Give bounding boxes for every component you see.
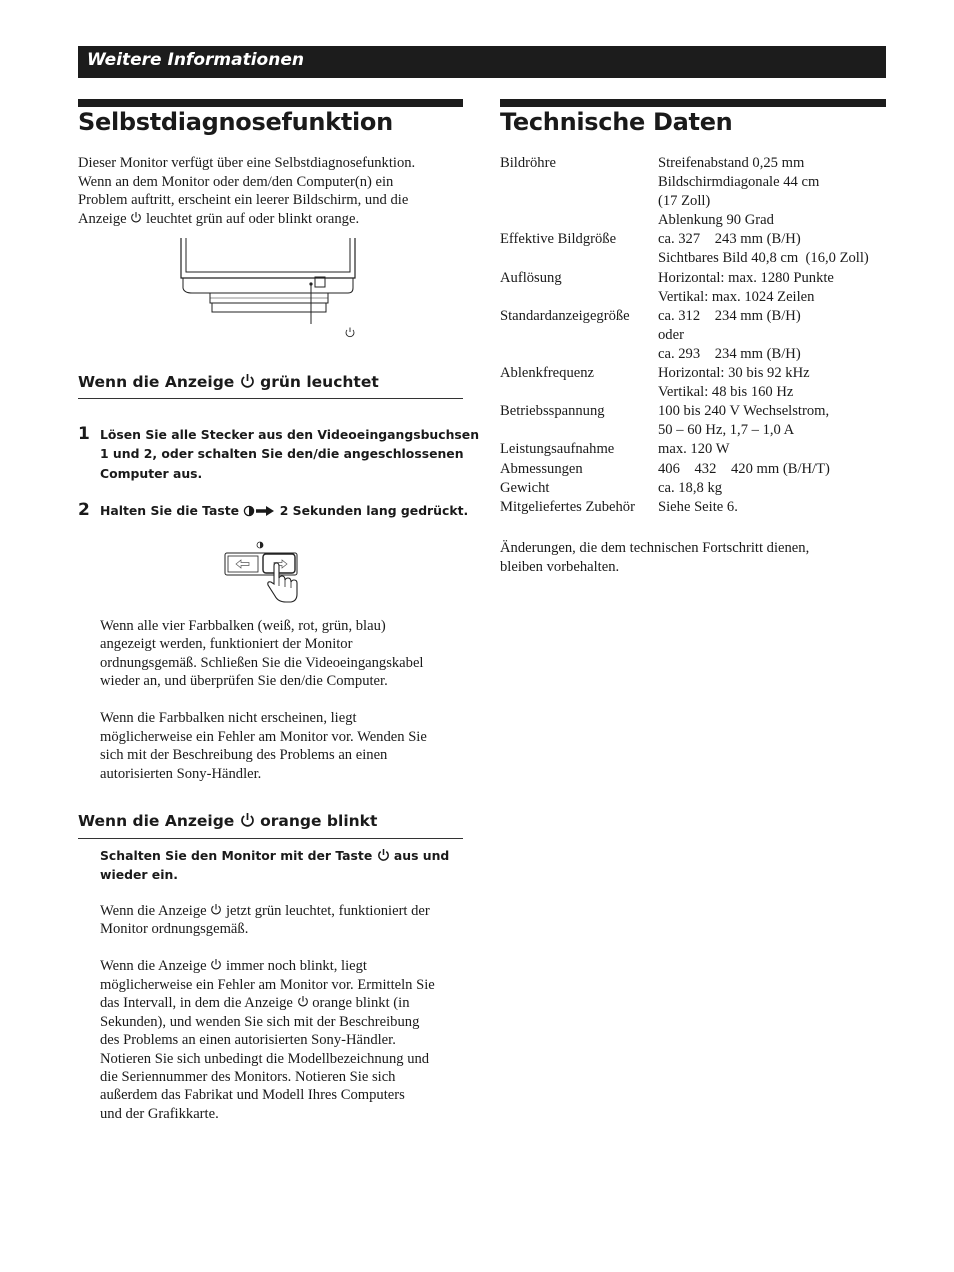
subheading-rule-2	[78, 838, 463, 839]
step-1-line-2: 1 und 2, oder schalten Sie den/die angeschlossenen	[100, 446, 464, 461]
spec-row	[500, 440, 869, 459]
result-para-1-line-2: angezeigt werden, funktioniert der Monitor	[100, 636, 353, 652]
spec-key	[500, 345, 658, 364]
spec-key: Bildröhre	[500, 155, 556, 171]
spec-value: (17 Zoll)	[658, 193, 711, 210]
instruction-pre: Schalten Sie den Monitor mit der Taste	[100, 848, 373, 863]
power-icon	[377, 848, 390, 862]
orange-para-2-line-2: möglicherweise ein Fehler am Monitor vor. Ermitteln Sie	[100, 977, 435, 993]
orange-para-1-line-2: Monitor ordnungsgemäß.	[100, 921, 249, 937]
spec-row	[500, 364, 869, 383]
spec-key: Betriebsspannung	[500, 403, 605, 420]
spec-row	[500, 307, 869, 326]
spec-value: Horizontal: 30 bis 92 kHz	[658, 365, 810, 382]
spec-value: 406 432 420 mm (B/H/T)	[658, 460, 830, 477]
power-icon	[210, 903, 222, 916]
intro-line-4	[78, 210, 359, 229]
spec-key	[500, 288, 658, 307]
spec-value: ca. 327 243 mm (B/H)	[658, 231, 801, 248]
spec-value: 50 – 60 Hz, 1,7 – 1,0 A	[658, 422, 795, 439]
power-icon	[210, 958, 222, 971]
spec-key	[500, 421, 658, 440]
spec-key: Mitgeliefertes Zubehör	[500, 498, 635, 515]
page-title-technische-daten: Technische Daten	[500, 108, 733, 136]
spec-key	[500, 211, 658, 230]
spec-key: Abmessungen	[500, 460, 583, 477]
spec-value: max. 120 W	[658, 441, 730, 458]
spec-row	[500, 288, 869, 307]
spec-key	[500, 173, 658, 192]
section-header-bar	[78, 46, 886, 78]
instruction-post: aus und	[393, 848, 450, 863]
orange-para-2-line-5: des Problems an einen autorisierten Sony-Händler.	[100, 1032, 396, 1048]
result-para-2-line-1: Wenn die Farbbalken nicht erscheinen, liegt	[100, 710, 357, 726]
spec-row	[500, 326, 869, 345]
spec-value: ca. 312 234 mm (B/H)	[658, 307, 801, 324]
spec-key: Auflösung	[500, 269, 562, 286]
title-rule-right	[500, 99, 886, 107]
power-icon	[130, 211, 142, 224]
left-arrow-icon	[236, 560, 249, 568]
orange-para-2-line-3-post: orange blinkt (in	[312, 995, 410, 1011]
spec-row	[500, 249, 869, 268]
intro-line-4-pre: Anzeige	[78, 211, 127, 227]
spec-row	[500, 173, 869, 192]
step-2-pre: Halten Sie die Taste	[100, 503, 240, 518]
spec-value: ca. 18,8 kg	[658, 479, 723, 496]
spec-row	[500, 211, 869, 230]
spec-row	[500, 479, 869, 498]
orange-para-2-line-1	[100, 957, 367, 976]
spec-value: Siehe Seite 6.	[658, 498, 738, 515]
orange-para-1-pre: Wenn die Anzeige	[100, 903, 207, 919]
section-header-title: Weitere Informationen	[87, 50, 304, 70]
spec-key: Standardanzeigegröße	[500, 307, 630, 324]
spec-row	[500, 269, 869, 288]
spec-key	[500, 383, 658, 402]
spec-key: Effektive Bildgröße	[500, 231, 617, 248]
instruction-line-2: wieder ein.	[100, 867, 178, 882]
subheading-1-post: grün leuchtet	[260, 373, 379, 391]
spec-value: oder	[658, 326, 684, 343]
orange-para-1-post: jetzt grün leuchtet, funktioniert der	[225, 903, 430, 919]
subheading-2-pre: Wenn die Anzeige	[78, 812, 235, 830]
result-para-1-line-1: Wenn alle vier Farbbalken (weiß, rot, grün, blau)	[100, 618, 386, 634]
step-2-line-1	[100, 501, 468, 521]
page-title-selbstdiagnose: Selbstdiagnosefunktion	[78, 108, 393, 136]
orange-para-2-line-6: Notieren Sie sich unbedingt die Modellbezeichnung und	[100, 1051, 430, 1067]
note-line-2: bleiben vorbehalten.	[500, 559, 620, 575]
orange-para-2-line-3-pre: das Intervall, in dem die Anzeige	[100, 995, 293, 1011]
spec-value: Horizontal: max. 1280 Punkte	[658, 269, 834, 286]
contrast-icon	[243, 505, 255, 517]
intro-line-2: Wenn an dem Monitor oder dem/den Computer(n) ein	[78, 174, 394, 190]
spec-table	[500, 154, 869, 517]
title-rule-left	[78, 99, 463, 107]
orange-para-2-line-9: und der Grafikkarte.	[100, 1106, 219, 1122]
spec-key: Leistungsaufnahme	[500, 441, 615, 458]
spec-key: Ablenkfrequenz	[500, 365, 595, 382]
spec-row	[500, 498, 869, 517]
step-1-line-1: Lösen Sie alle Stecker aus den Videoeingangsbuchsen	[100, 427, 480, 442]
spec-key	[500, 192, 658, 211]
result-para-2-line-2: möglicherweise ein Fehler am Monitor vor. Wenden Sie	[100, 729, 427, 745]
spec-row	[500, 383, 869, 402]
spec-row	[500, 154, 869, 173]
subheading-1-pre: Wenn die Anzeige	[78, 373, 235, 391]
spec-row	[500, 421, 869, 440]
orange-para-2-line-7: die Seriennummer des Monitors. Notieren Sie sich	[100, 1069, 396, 1085]
intro-line-1: Dieser Monitor verfügt über eine Selbstdiagnosefunktion.	[78, 155, 416, 171]
right-arrow-icon	[255, 505, 275, 517]
monitor-front-illustration	[170, 238, 370, 348]
subheading-gruen-leuchtet	[78, 373, 379, 391]
spec-value: Vertikal: 48 bis 160 Hz	[658, 384, 794, 401]
spec-value: Vertikal: max. 1024 Zeilen	[658, 288, 815, 305]
step-number-2: 2	[78, 500, 90, 520]
orange-para-2-line-1-pre: Wenn die Anzeige	[100, 958, 207, 974]
spec-row	[500, 460, 869, 479]
orange-para-2-line-1-post: immer noch blinkt, liegt	[225, 958, 367, 974]
orange-para-1-line-1	[100, 902, 430, 921]
power-icon	[297, 995, 309, 1008]
orange-para-2-line-3	[100, 994, 410, 1013]
orange-para-2-line-8: außerdem das Fabrikat und Modell Ihres Computers	[100, 1087, 405, 1103]
spec-key: Gewicht	[500, 479, 550, 496]
subheading-2-post: orange blinkt	[260, 812, 378, 830]
spec-key	[500, 326, 658, 345]
result-para-1-line-4: wieder an, und überprüfen Sie den/die Computer.	[100, 673, 388, 689]
subheading-orange-blinkt	[78, 812, 377, 830]
intro-line-3: Problem auftritt, erscheint ein leerer Bildschirm, und die	[78, 192, 409, 208]
step-2-post: 2 Sekunden lang gedrückt.	[279, 503, 469, 518]
spec-value: 100 bis 240 V Wechselstrom,	[658, 403, 830, 420]
result-para-1-line-3: ordnungsgemäß. Schließen Sie die Videoeingangskabel	[100, 655, 424, 671]
spec-key	[500, 249, 658, 268]
step-1-line-3: Computer aus.	[100, 466, 203, 481]
spec-value: Ablenkung 90 Grad	[658, 212, 774, 229]
result-para-2-line-3: sich mit der Beschreibung des Problems an einen	[100, 747, 388, 763]
spec-value: Sichtbares Bild 40,8 cm (16,0 Zoll)	[658, 250, 869, 267]
spec-value: ca. 293 234 mm (B/H)	[658, 345, 801, 362]
contrast-buttons-illustration	[220, 538, 310, 610]
note-line-1: Änderungen, die dem technischen Fortschritt dienen,	[500, 540, 810, 556]
instruction-line-1	[100, 846, 449, 866]
orange-para-2-line-4: Sekunden), und wenden Sie sich mit der Beschreibung	[100, 1014, 420, 1030]
subheading-rule-1	[78, 398, 463, 399]
spec-value: Bildschirmdiagonale 44 cm	[658, 174, 820, 191]
intro-line-4-post: leuchtet grün auf oder blinkt orange.	[145, 211, 360, 227]
spec-row	[500, 230, 869, 249]
spec-value: Streifenabstand 0,25 mm	[658, 155, 805, 171]
power-icon	[240, 812, 255, 828]
power-icon	[240, 373, 255, 389]
step-number-1: 1	[78, 424, 90, 444]
spec-row	[500, 402, 869, 421]
spec-row	[500, 192, 869, 211]
result-para-2-line-4: autorisierten Sony-Händler.	[100, 766, 262, 782]
spec-row	[500, 345, 869, 364]
